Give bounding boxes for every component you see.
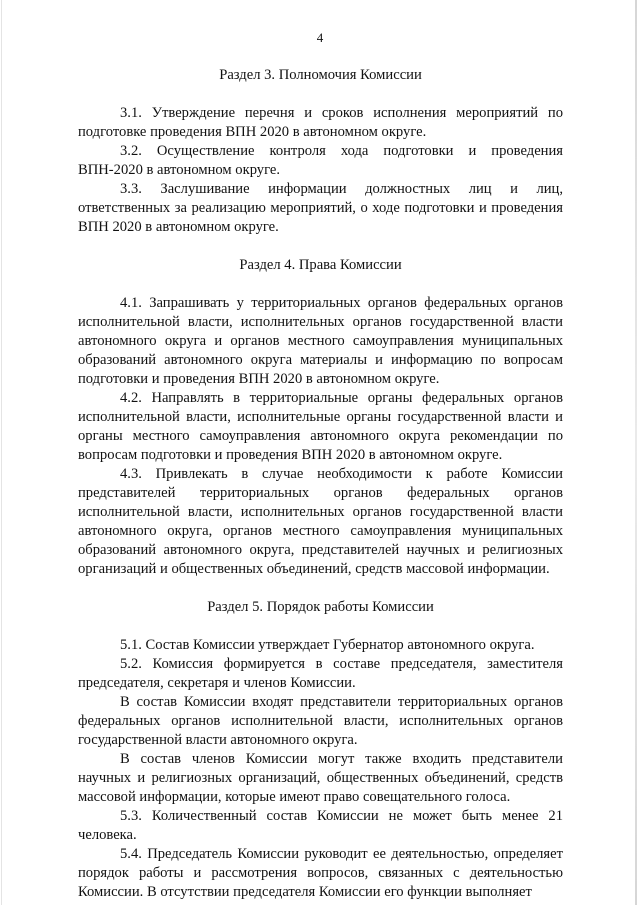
- document-body: [78, 66, 563, 902]
- paragraph-5-2: 5.2. Комиссия формируется в составе председателя, заместителя председателя, секретаря и членов Комиссии.: [78, 656, 563, 691]
- paragraph-4-1: 4.1. Запрашивать у территориальных органов федеральных органов исполнительной власти, исполнительных органов государственной власти автономного округа и органов местного самоуправления муниципальных образований автономного округа материалы и информацию по вопросам подготовки и проведения ВПН 2020 в автономном округе.: [78, 295, 563, 387]
- paragraph-5-1: 5.1. Состав Комиссии утверждает Губернатор автономного округа.: [120, 637, 535, 653]
- paragraph-5-2-members: В состав Комиссии входят представители территориальных органов федеральных органов исполнительной власти, исполнительных органов государственной власти автономного округа.: [78, 694, 563, 748]
- paragraph-4-2: 4.2. Направлять в территориальные органы федеральных органов исполнительной власти, исполнительные органы государственной власти и органы местного самоуправления автономного округа рекомендации по вопросам подготовки и проведения ВПН 2020 в автономном округе.: [78, 390, 563, 463]
- paragraph-5-2-optional-members: В состав членов Комиссии могут также входить представители научных и религиозных организаций, общественных объединений, средств массовой информации, которые имеют право совещательного голоса.: [78, 751, 563, 805]
- section-3-heading: Раздел 3. Полномочия Комиссии: [219, 67, 422, 83]
- paragraph-3-2: 3.2. Осуществление контроля хода подготовки и проведения ВПН-2020 в автономном округе.: [78, 143, 563, 178]
- scan-right-edge: [635, 0, 637, 905]
- page-number: 4: [316, 30, 324, 45]
- paragraph-3-3: 3.3. Заслушивание информации должностных лиц и лиц, ответственных за реализацию мероприятий, о ходе подготовки и проведения ВПН 2020 в автономном округе.: [78, 181, 563, 235]
- paragraph-4-3: 4.3. Привлекать в случае необходимости к работе Комиссии представителей территориальных органов федеральных органов исполнительной власти, исполнительных органов государственной власти автономного округа, органов местного самоуправления муниципальных образований автономного округа, представителей научных и религиозных организаций и общественных объединений, средств массовой информации.: [78, 466, 563, 577]
- section-4-heading: Раздел 4. Права Комиссии: [239, 257, 402, 273]
- scan-left-edge: [1, 0, 2, 905]
- paragraph-5-3: 5.3. Количественный состав Комиссии не может быть менее 21 человека.: [78, 808, 563, 843]
- section-5-heading: Раздел 5. Порядок работы Комиссии: [207, 599, 434, 615]
- paragraph-5-4: 5.4. Председатель Комиссии руководит ее деятельностью, определяет порядок работы и рассмотрения вопросов, связанных с деятельностью Комиссии. В отсутствии председателя Комиссии его функции выполняет: [78, 846, 563, 900]
- paragraph-3-1: 3.1. Утверждение перечня и сроков исполнения мероприятий по подготовке проведения ВПН 2020 в автономном округе.: [78, 105, 563, 140]
